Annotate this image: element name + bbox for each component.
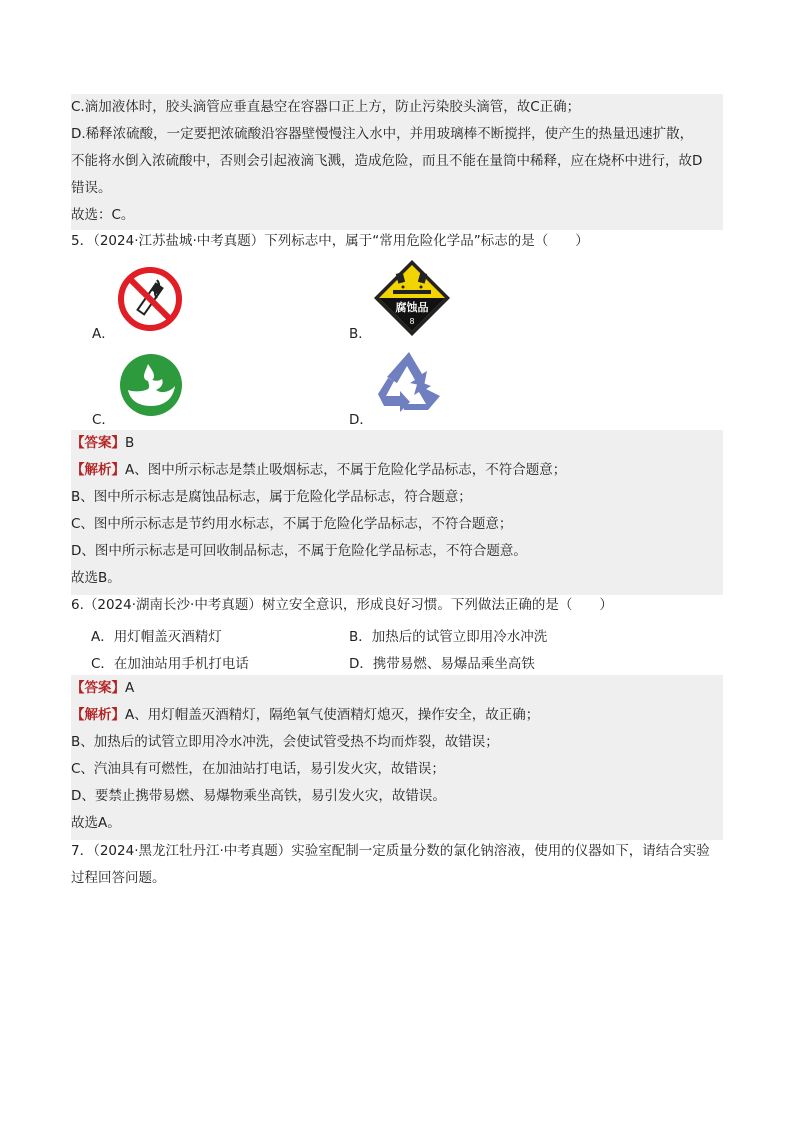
analysis-line: 故选：C。	[71, 207, 135, 223]
analysis-line	[71, 457, 723, 484]
choice-b: B．加热后的试管立即用冷水冲洗	[349, 629, 548, 645]
analysis-text: A、图中所示标志是禁止吸烟标志，不属于危险化学品标志，不符合题意；	[125, 462, 567, 478]
analysis-line	[71, 702, 723, 729]
analysis-line: C、汽油具有可燃性，在加油站打电话，易引发火灾，故错误；	[71, 761, 445, 777]
analysis-line: D、图中所示标志是可回收制品标志，不属于危险化学品标志，不符合题意。	[71, 543, 527, 559]
option-b-label: B．	[349, 326, 372, 342]
analysis-line: C.滴加液体时，胶头滴管应垂直悬空在容器口正上方，防止污染胶头滴管，故C正确；	[71, 99, 581, 115]
question-7-line: 过程回答问题。	[71, 870, 166, 886]
q6-answer-block	[71, 675, 723, 840]
analysis-line: D.稀释浓硫酸，一定要把浓硫酸沿容器壁慢慢注入水中，并用玻璃棒不断搅拌，使产生的热量迅速扩散，	[71, 126, 694, 142]
analysis-line: B、图中所示标志是腐蚀品标志，属于危险化学品标志，符合题意；	[71, 489, 472, 505]
analysis-line: D、要禁止携带易燃、易爆物乘坐高铁，易引发火灾，故错误。	[71, 788, 446, 804]
answer-value: A	[125, 680, 135, 696]
corrosive-class-number: 8	[409, 317, 415, 326]
answer-tag: 【答案】	[71, 435, 125, 451]
choice-d: D．携带易燃、易爆品乘坐高铁	[349, 656, 535, 672]
analysis-line: 故选A。	[71, 815, 121, 831]
water-saving-icon	[118, 352, 184, 418]
corrosive-label: 腐蚀品	[395, 301, 429, 314]
corrosive-icon	[373, 259, 451, 337]
analysis-text: A、用灯帽盖灭酒精灯，隔绝氧气使酒精灯熄灭，操作安全，故正确；	[125, 707, 540, 723]
analysis-line: C、图中所示标志是节约用水标志，不属于危险化学品标志，不符合题意；	[71, 516, 513, 532]
analysis-line: 故选B。	[71, 570, 121, 586]
question-7-stem	[71, 838, 731, 892]
analysis-tag: 【解析】	[71, 707, 125, 723]
question-7-line: 7．（2024·黑龙江牡丹江·中考真题）实验室配制一定质量分数的氯化钠溶液，使用的仪器如下，请结合实验	[71, 843, 710, 859]
option-c-label: C．	[92, 412, 115, 428]
analysis-line: 不能将水倒入浓硫酸中，否则会引起液滴飞溅，造成危险，而且不能在量筒中稀释，应在烧杯中进行，故D	[71, 153, 703, 169]
recycling-icon	[374, 350, 444, 414]
prev-analysis-block	[71, 94, 723, 230]
choice-c: C．在加油站用手机打电话	[91, 656, 249, 672]
question-5-stem: 5．（2024·江苏盐城·中考真题）下列标志中，属于“常用危险化学品”标志的是（ ）	[71, 233, 589, 249]
option-a-label: A．	[92, 326, 115, 342]
answer-value: B	[125, 435, 135, 451]
analysis-tag: 【解析】	[71, 462, 125, 478]
analysis-line: B、加热后的试管立即用冷水冲洗，会使试管受热不均而炸裂，故错误；	[71, 734, 499, 750]
no-smoking-icon	[117, 266, 183, 332]
answer-tag: 【答案】	[71, 680, 125, 696]
question-6-stem: 6.（2024·湖南长沙·中考真题）树立安全意识，形成良好习惯。下列做法正确的是（ ）	[71, 597, 613, 613]
q5-answer-block	[71, 430, 723, 595]
answer-line	[71, 430, 723, 457]
answer-line	[71, 675, 723, 702]
option-d-label: D．	[349, 412, 373, 428]
choice-a: A．用灯帽盖灭酒精灯	[91, 629, 222, 645]
analysis-line: 错误。	[71, 180, 112, 196]
